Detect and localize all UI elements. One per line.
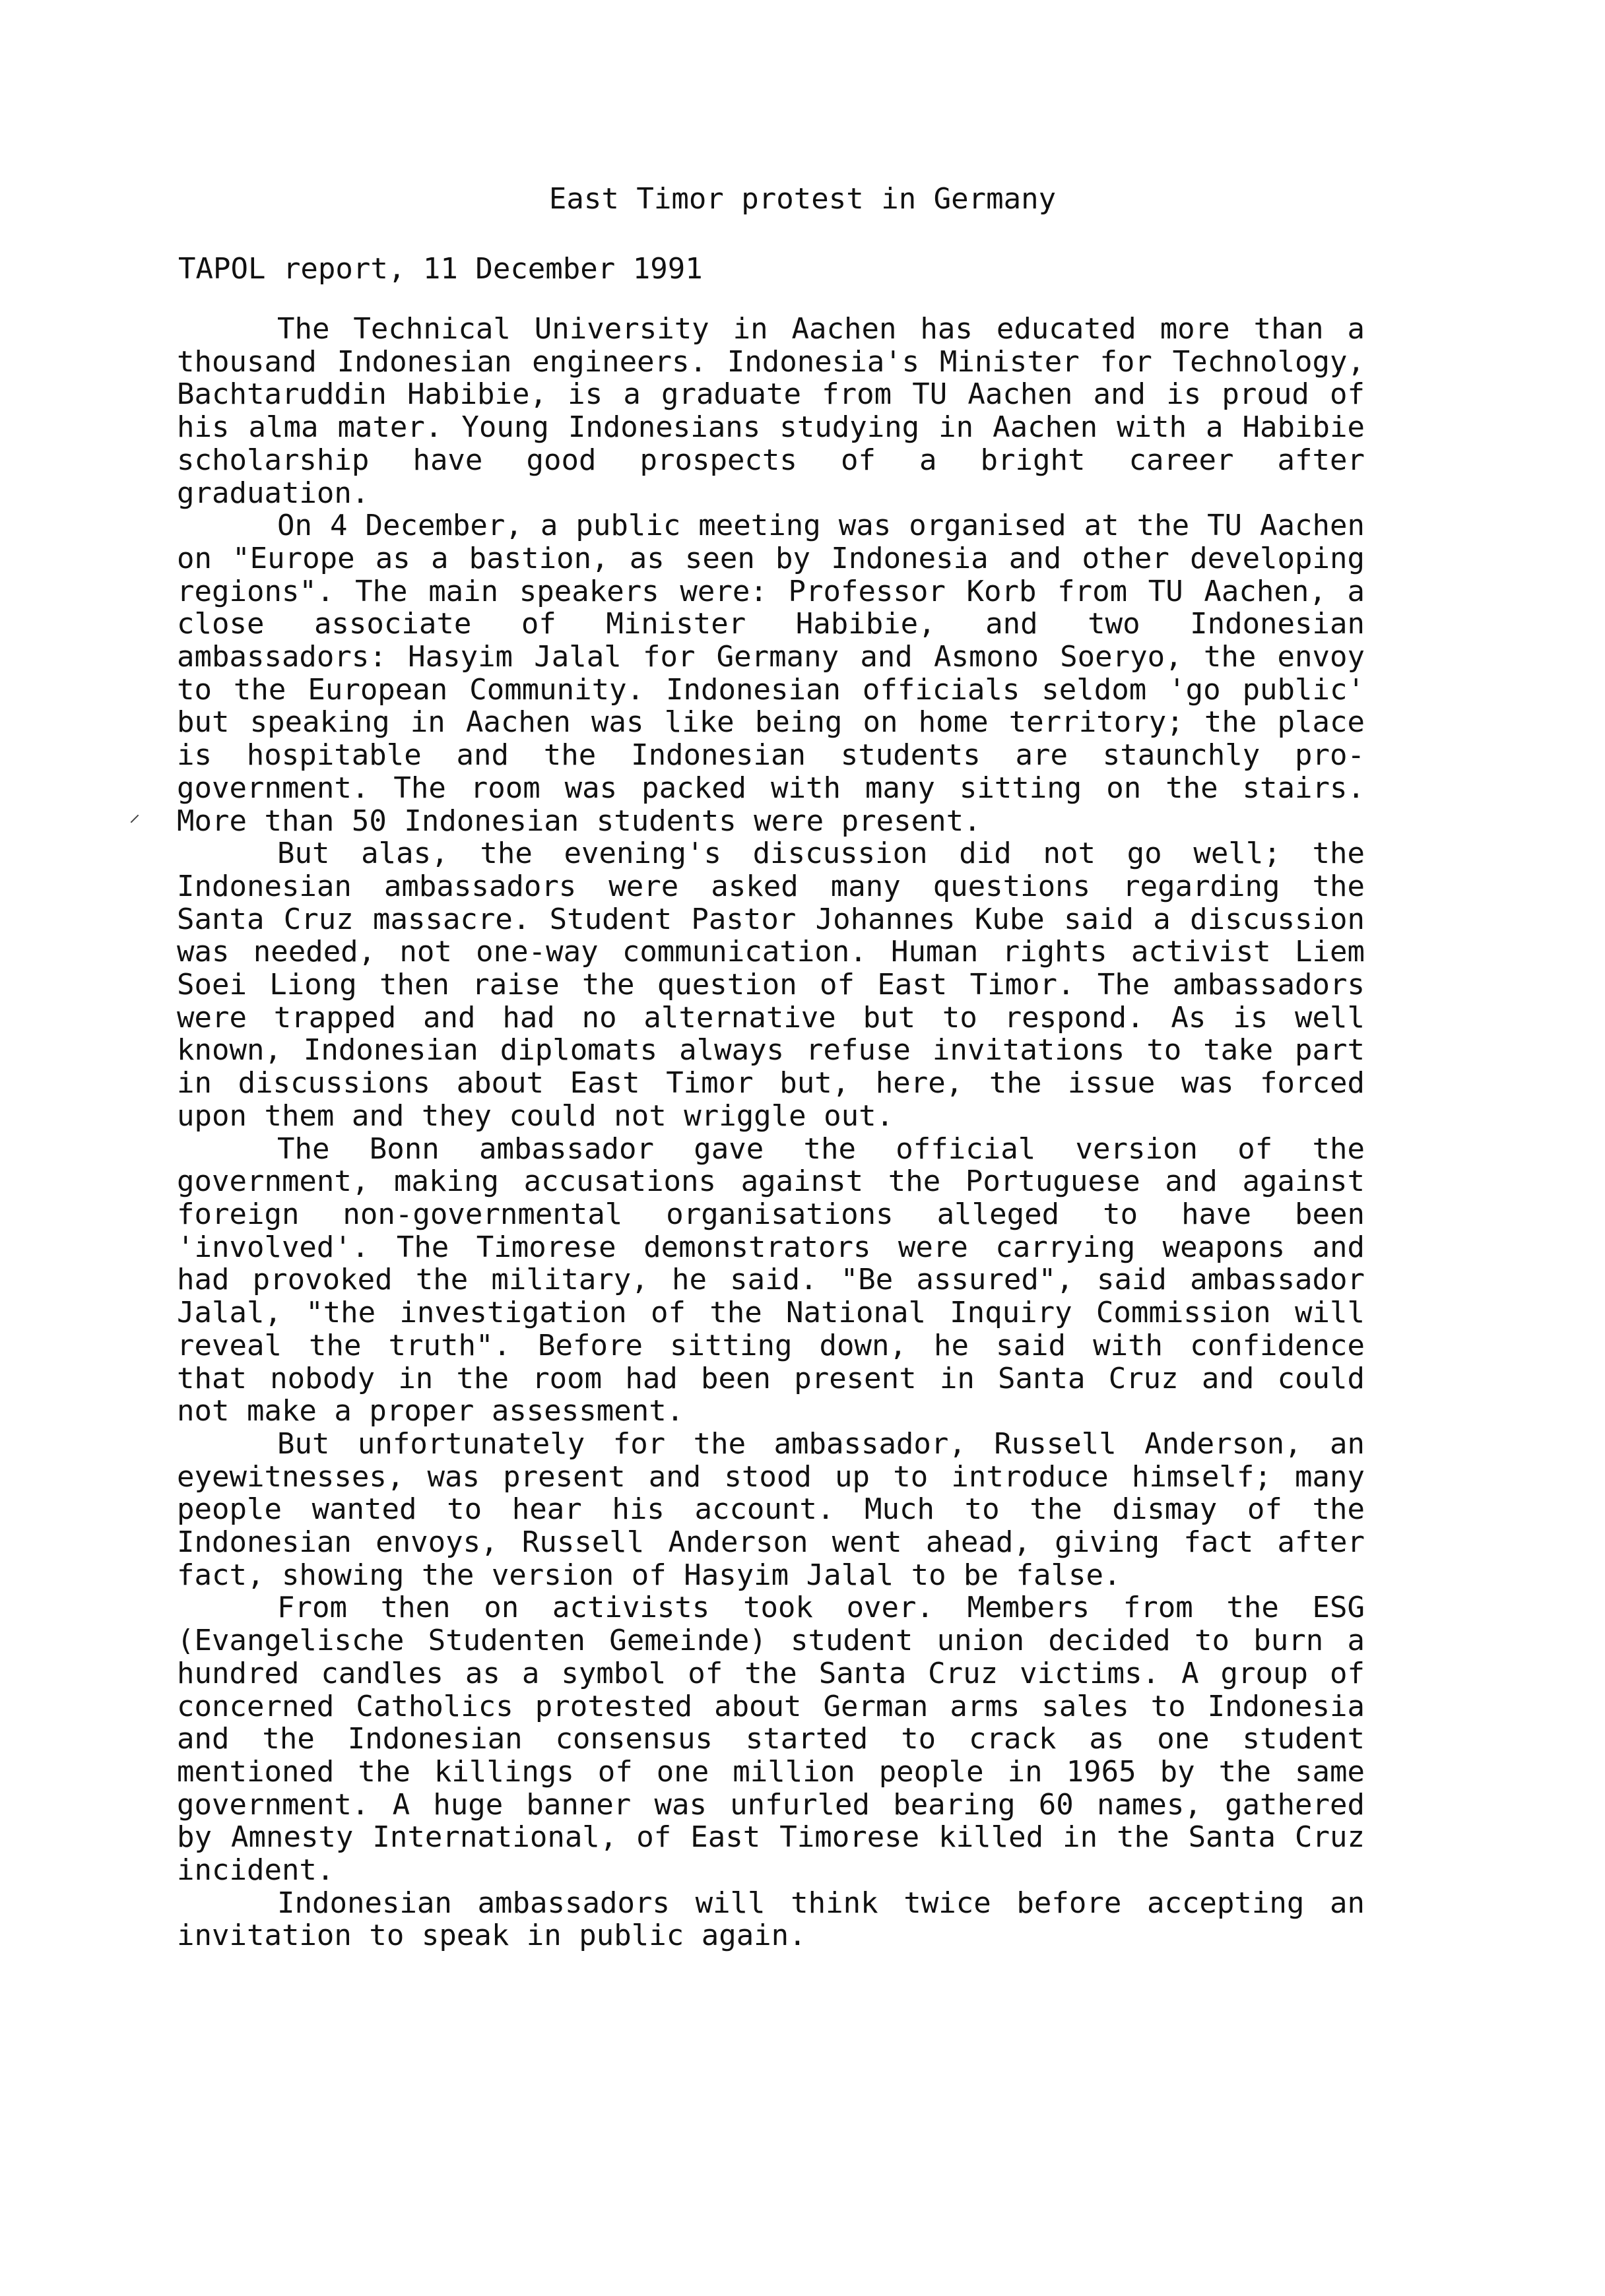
- document-title: East Timor protest in Germany: [548, 182, 1057, 216]
- document-body: [177, 313, 1365, 1952]
- paragraph-6: From then on activists took over. Members from the ESG (Evangelische Studenten Gemeinde) student union decided to burn a hundred candles as a symbol of the Santa Cruz victims. A group of concerned Catholics protested about German arms sales to Indonesia and the Indonesian consensus started to crack as one student mentioned the killings of one million people in 1965 by the same government. A huge banner was unfurled bearing 60 names, gathered by Amnesty International, of East Timorese killed in the Santa Cruz incident.: [177, 1591, 1365, 1888]
- document-byline: TAPOL report, 11 December 1991: [178, 252, 703, 286]
- margin-pencil-mark: [131, 815, 139, 823]
- paragraph-7: Indonesian ambassadors will think twice before accepting an invitation to speak in public again.: [177, 1886, 1365, 1953]
- paragraph-2: On 4 December, a public meeting was organised at the TU Aachen on "Europe as a bastion, as seen by Indonesia and other developing regions". The main speakers were: Professor Korb from TU Aachen, a close associate of Minister Habibie, and two Indonesian ambassadors: Hasyim Jalal for Germany and Asmono Soeryo, the envoy to the European Community. Indonesian officials seldom 'go public' but speaking in Aachen was like being on home territory; the place is hospitable and the Indonesian students are staunchly pro-government. The room was packed with many sitting on the stairs. More than 50 Indonesian students were present.: [177, 509, 1365, 838]
- paragraph-5: But unfortunately for the ambassador, Russell Anderson, an eyewitnesses, was present and stood up to introduce himself; many people wanted to hear his account. Much to the dismay of the Indonesian envoys, Russell Anderson went ahead, giving fact after fact, showing the version of Hasyim Jalal to be false.: [177, 1426, 1365, 1592]
- paragraph-3: But alas, the evening's discussion did not go well; the Indonesian ambassadors were asked many questions regarding the Santa Cruz massacre. Student Pastor Johannes Kube said a discussion was needed, not one-way communication. Human rights activist Liem Soei Liong then raise the question of East Timor. The ambassadors were trapped and had no alternative but to respond. As is well known, Indonesian diplomats always refuse invitations to take part in discussions about East Timor but, here, the issue was forced upon them and they could not wriggle out.: [177, 837, 1365, 1133]
- paragraph-4: The Bonn ambassador gave the official version of the government, making accusations against the Portuguese and against foreign non-governmental organisations alleged to have been 'involved'. The Timorese demonstrators were carrying weapons and had provoked the military, he said. "Be assured", said ambassador Jalal, "the investigation of the National Inquiry Commission will reveal the truth". Before sitting down, he said with confidence that nobody in the room had been present in Santa Cruz and could not make a proper assessment.: [177, 1132, 1365, 1428]
- paragraph-1: The Technical University in Aachen has educated more than a thousand Indonesian engineers. Indonesia's Minister for Technology, Bachtaruddin Habibie, is a graduate from TU Aachen and is proud of his alma mater. Young Indonesians studying in Aachen with a Habibie scholarship have good prospects of a bright career after graduation.: [177, 312, 1365, 510]
